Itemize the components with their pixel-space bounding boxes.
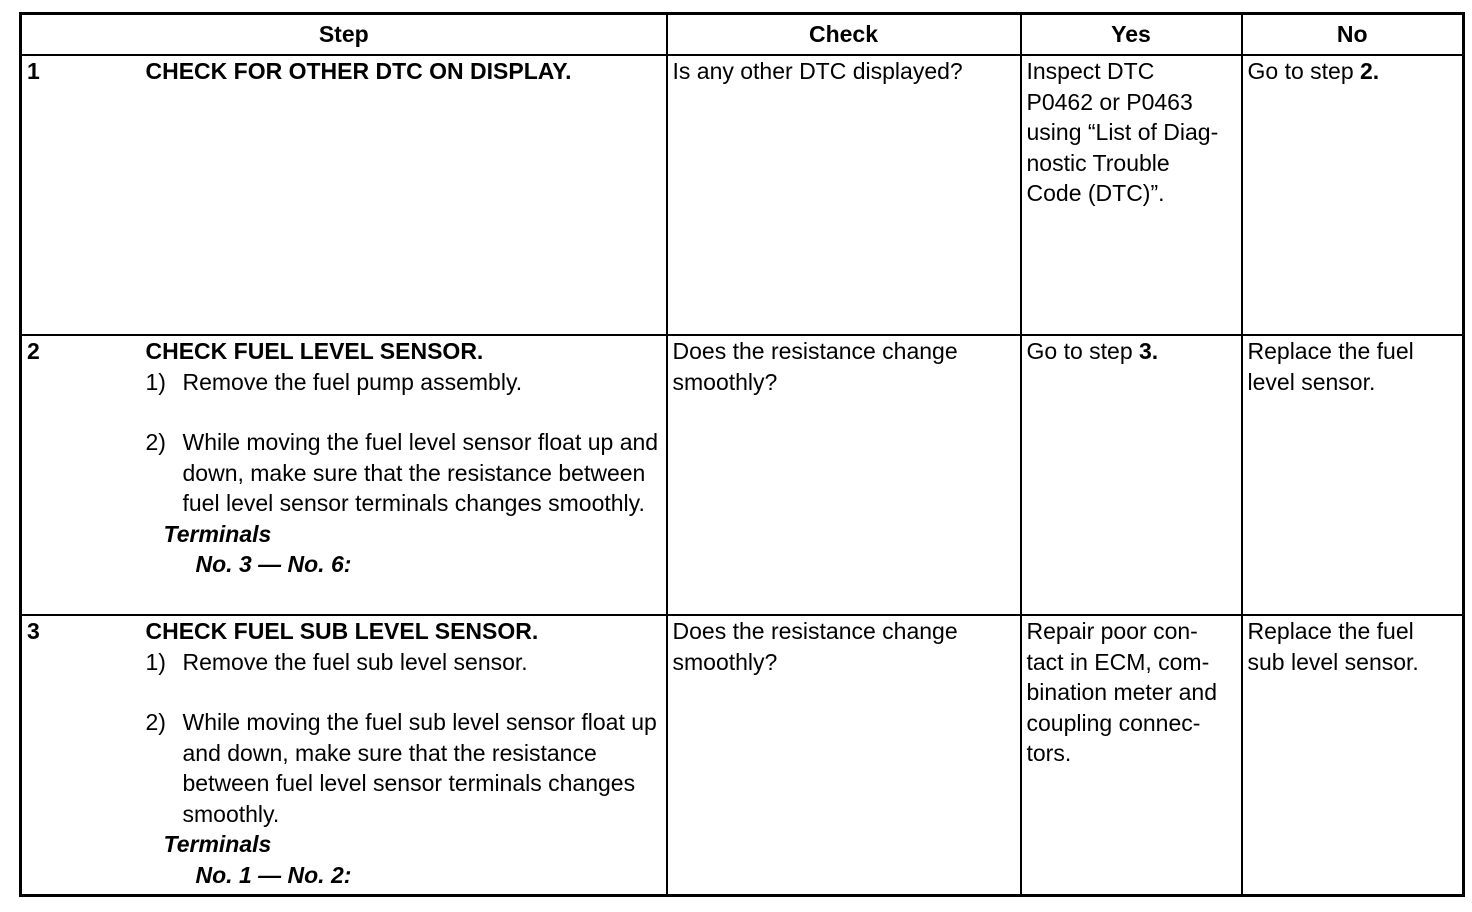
spacer bbox=[146, 677, 661, 707]
yes-line: P0462 or P0463 bbox=[1026, 88, 1193, 115]
step-number: 3 bbox=[21, 615, 141, 896]
yes-line: Repair poor con- bbox=[1026, 618, 1198, 644]
terminals-value: No. 1 — No. 2: bbox=[195, 861, 352, 888]
header-row bbox=[21, 14, 1464, 56]
step-ref: 2. bbox=[1360, 58, 1380, 84]
yes-cell bbox=[1021, 615, 1242, 896]
check-header: Check bbox=[667, 14, 1021, 56]
substep-text: Remove the fuel sub level sensor. bbox=[182, 648, 528, 675]
step-ref: 3. bbox=[1139, 338, 1159, 364]
substep-number: 2) bbox=[145, 429, 166, 455]
table-row bbox=[21, 335, 1464, 615]
step-header: Step bbox=[21, 14, 667, 56]
yes-header: Yes bbox=[1021, 14, 1242, 56]
terminals-value: No. 3 — No. 6: bbox=[195, 551, 352, 577]
yes-cell bbox=[1021, 55, 1242, 335]
no-text: Go to step bbox=[1247, 58, 1361, 84]
terminals-label: Terminals bbox=[163, 520, 272, 547]
step-title: CHECK FUEL LEVEL SENSOR. bbox=[145, 338, 484, 364]
table-row bbox=[21, 55, 1464, 335]
substep-text: While moving the fuel sub level sensor float up and down, make sure that the resistance between fuel level sensor terminals changes smoothly. bbox=[182, 709, 657, 827]
substep-number: 1) bbox=[145, 368, 166, 395]
no-header: No bbox=[1242, 14, 1464, 56]
substep bbox=[146, 367, 661, 398]
diagnostic-table bbox=[19, 12, 1465, 897]
yes-line: nostic Trouble bbox=[1026, 149, 1170, 176]
step-title: CHECK FOR OTHER DTC ON DISPLAY. bbox=[145, 58, 572, 84]
substep-number: 1) bbox=[145, 648, 166, 675]
substep bbox=[146, 427, 661, 519]
yes-line: tact in ECM, com- bbox=[1026, 648, 1210, 675]
yes-line: tors. bbox=[1026, 740, 1072, 766]
step-cell bbox=[141, 335, 667, 615]
substep bbox=[146, 707, 661, 829]
check-cell: Does the resistance change smoothly? bbox=[667, 615, 1021, 896]
yes-line: bination meter and bbox=[1026, 679, 1218, 705]
step-number: 1 bbox=[21, 55, 141, 335]
terminals-label: Terminals bbox=[163, 831, 272, 857]
substep bbox=[146, 647, 661, 678]
yes-line: Inspect DTC bbox=[1026, 58, 1155, 84]
spacer bbox=[146, 397, 661, 427]
substep-text: While moving the fuel level sensor float up and down, make sure that the resistance between fuel level sensor terminals changes smoothly. bbox=[182, 429, 659, 516]
no-cell bbox=[1242, 55, 1464, 335]
no-cell: Replace the fuel level sensor. bbox=[1242, 335, 1464, 615]
check-cell: Is any other DTC displayed? bbox=[667, 55, 1021, 335]
no-cell: Replace the fuel sub level sensor. bbox=[1242, 615, 1464, 896]
yes-text: Go to step bbox=[1026, 338, 1140, 364]
substep-text: Remove the fuel pump assembly. bbox=[182, 368, 523, 395]
yes-line: using “List of Diag- bbox=[1026, 119, 1219, 145]
step-title: CHECK FUEL SUB LEVEL SENSOR. bbox=[145, 618, 539, 644]
table-row bbox=[21, 615, 1464, 896]
yes-line: Code (DTC)”. bbox=[1026, 180, 1165, 206]
yes-line: coupling connec- bbox=[1026, 709, 1201, 736]
yes-cell bbox=[1021, 335, 1242, 615]
step-number: 2 bbox=[21, 335, 141, 615]
step-cell bbox=[141, 615, 667, 896]
step-cell bbox=[141, 55, 667, 335]
check-cell: Does the resistance change smoothly? bbox=[667, 335, 1021, 615]
substep-number: 2) bbox=[145, 709, 166, 735]
